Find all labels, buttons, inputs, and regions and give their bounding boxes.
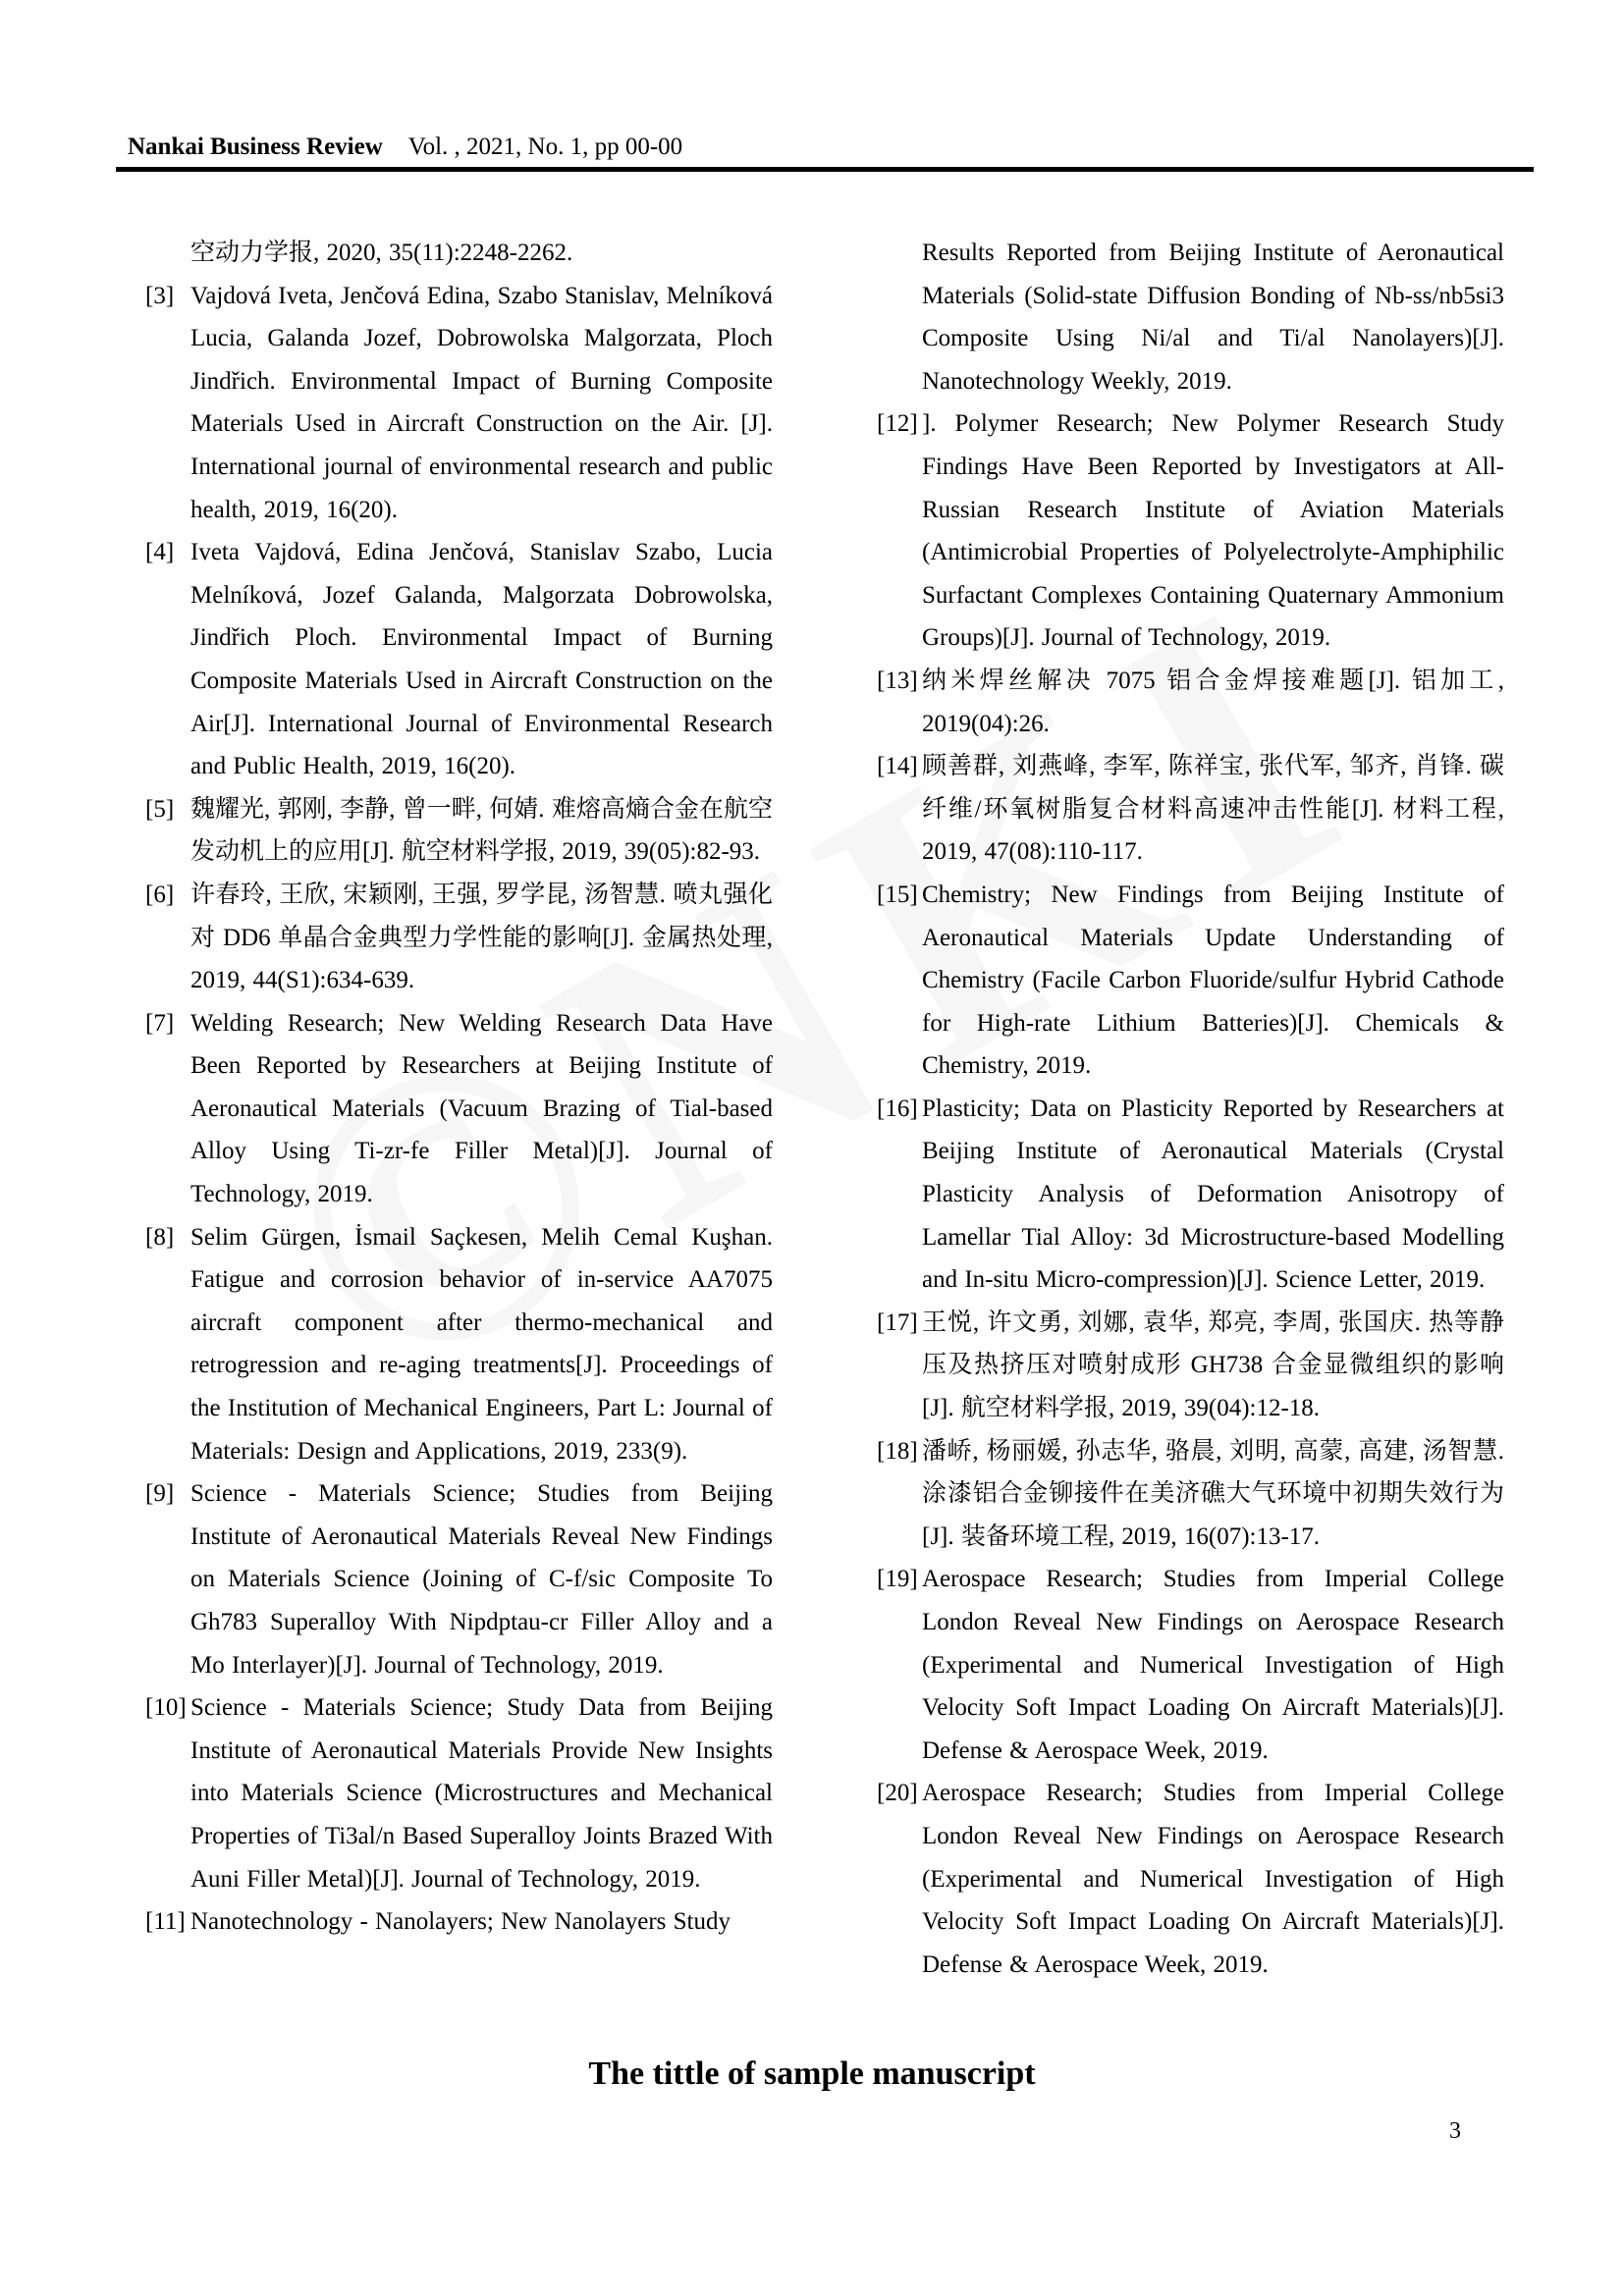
reference-item (877, 660, 1504, 745)
page-number: 3 (1449, 2118, 1461, 2144)
reference-number: [15] (877, 881, 918, 908)
reference-item (877, 745, 1504, 874)
reference-item (877, 1430, 1504, 1559)
references-section (145, 232, 1504, 1986)
reference-text: Vajdová Iveta, Jenčová Edina, Szabo Stanislav, Melníková Lucia, Galanda Jozef, Dobrowolska Malgorzata, Ploch Jindřich. Environmental Impact of Burning Composite Materials Used in Aircraft Construction on the Air. [J]. International journal of environmental research and public health, 2019, 16(20). (190, 282, 773, 523)
reference-number: [9] (145, 1480, 175, 1508)
reference-number: [11] (145, 1908, 186, 1936)
reference-item (877, 232, 1504, 402)
reference-item (877, 1088, 1504, 1302)
page-header (128, 133, 682, 161)
reference-text: Science - Materials Science; Study Data from Beijing Institute of Aeronautical Materials Provide New Insights into Materials Science (Microstructures and Mechanical Properties of Ti3al/n Based Superalloy Joints Brazed With Auni Filler Metal)[J]. Journal of Technology, 2019. (190, 1694, 773, 1893)
reference-item (877, 874, 1504, 1088)
reference-number: [10] (145, 1694, 187, 1722)
reference-text: Aerospace Research; Studies from Imperial College London Reveal New Findings on Aerospace Research (Experimental and Numerical Investigation of High Velocity Soft Impact Loading On Aircraft Materials)[J]. Defense & Aerospace Week, 2019. (922, 1566, 1504, 1764)
reference-text: Science - Materials Science; Studies from Beijing Institute of Aeronautical Materials Reveal New Findings on Materials Science (Joining of C-f/sic Composite To Gh783 Superalloy With Nipdptau-cr Filler Alloy and a Mo Interlayer)[J]. Journal of Technology, 2019. (190, 1480, 773, 1679)
reference-number: [18] (877, 1437, 918, 1465)
issue-info: Vol. , 2021, No. 1, pp 00-00 (407, 133, 683, 160)
reference-number: [6] (145, 881, 175, 908)
reference-text: 王悦, 许文勇, 刘娜, 袁华, 郑亮, 李周, 张国庆. 热等静压及热挤压对喷射成形 GH738 合金显微组织的影响[J]. 航空材料学报, 2019, 39(04):12-18. (922, 1308, 1504, 1422)
reference-number: [7] (145, 1009, 175, 1037)
reference-number: [20] (877, 1780, 918, 1807)
references-column-right (877, 232, 1504, 1986)
reference-text: Chemistry; New Findings from Beijing Institute of Aeronautical Materials Update Understanding of Chemistry (Facile Carbon Fluoride/sulfur Hybrid Cathode for High-rate Lithium Batteries)[J]. Chemicals & Chemistry, 2019. (922, 881, 1504, 1080)
reference-item (145, 1216, 773, 1473)
journal-name: Nankai Business Review (128, 133, 383, 160)
header-rule (116, 167, 1534, 172)
reference-number: [17] (877, 1308, 918, 1336)
reference-text: Selim Gürgen, İsmail Saçkesen, Melih Cemal Kuşhan. Fatigue and corrosion behavior of in-service AA7075 aircraft component after thermo-mechanical and retrogression and re-aging treatments[J]. Proceedings of the Institution of Mechanical Engineers, Part L: Journal of Materials: Design and Applications, 2019, 233(9). (190, 1223, 773, 1465)
reference-item (877, 402, 1504, 660)
reference-number: [5] (145, 795, 175, 823)
reference-text: 纳米焊丝解决 7075 铝合金焊接难题[J]. 铝加工, 2019(04):26. (922, 667, 1504, 737)
reference-text: 许春玲, 王欣, 宋颖刚, 王强, 罗学昆, 汤智慧. 喷丸强化对 DD6 单晶合金典型力学性能的影响[J]. 金属热处理, 2019, 44(S1):634-639. (190, 881, 773, 994)
reference-number: [4] (145, 539, 175, 566)
manuscript-title: The tittle of sample manuscript (588, 2056, 1036, 2092)
reference-item (145, 531, 773, 788)
reference-text: Iveta Vajdová, Edina Jenčová, Stanislav Szabo, Lucia Melníková, Jozef Galanda, Malgorzata Dobrowolska, Jindřich Ploch. Environmental Impact of Burning Composite Materials Used in Aircraft Construction on the Air[J]. International Journal of Environmental Research and Public Health, 2019, 16(20). (190, 539, 773, 780)
reference-text: Nanotechnology - Nanolayers; New Nanolayers Study (190, 1908, 731, 1936)
reference-item (877, 1558, 1504, 1772)
reference-number: [19] (877, 1566, 918, 1593)
reference-item (877, 1772, 1504, 1986)
reference-number: [16] (877, 1095, 918, 1122)
reference-text: Results Reported from Beijing Institute of Aeronautical Materials (Solid-state Diffusion Bonding of Nb-ss/nb5si3 Composite Using Ni/al and Ti/al Nanolayers)[J]. Nanotechnology Weekly, 2019. (922, 240, 1504, 395)
reference-item (145, 1686, 773, 1900)
reference-item (877, 1302, 1504, 1430)
reference-text: 潘峤, 杨丽媛, 孙志华, 骆晨, 刘明, 高蒙, 高建, 汤智慧. 涂漆铝合金铆接件在美济礁大气环境中初期失效行为[J]. 装备环境工程, 2019, 16(07):13-17. (922, 1437, 1504, 1550)
reference-item (145, 1472, 773, 1686)
reference-item (145, 1900, 773, 1944)
reference-item (145, 874, 773, 1002)
reference-text: Welding Research; New Welding Research Data Have Been Reported by Researchers at Beijing Institute of Aeronautical Materials (Vacuum Brazing of Tial-based Alloy Using Ti-zr-fe Filler Metal)[J]. Journal of Technology, 2019. (190, 1009, 773, 1208)
reference-number: [3] (145, 282, 175, 309)
reference-number: [12] (877, 410, 918, 438)
reference-number: [14] (877, 753, 918, 780)
reference-text: 魏耀光, 郭刚, 李静, 曾一畔, 何婧. 难熔高熵合金在航空发动机上的应用[J]. 航空材料学报, 2019, 39(05):82-93. (190, 795, 773, 866)
references-column-left (145, 232, 773, 1986)
reference-item (145, 275, 773, 532)
reference-text: 空动力学报, 2020, 35(11):2248-2262. (190, 240, 573, 266)
reference-item (145, 788, 773, 874)
reference-item (145, 1002, 773, 1216)
reference-text: ]. Polymer Research; New Polymer Research Study Findings Have Been Reported by Investigators at All-Russian Research Institute of Aviation Materials (Antimicrobial Properties of Polyelectrolyte-Amphiphilic Surfactant Complexes Containing Quaternary Ammonium Groups)[J]. Journal of Technology, 2019. (922, 410, 1504, 652)
reference-text: 顾善群, 刘燕峰, 李军, 陈祥宝, 张代军, 邹齐, 肖锋. 碳纤维/环氧树脂复合材料高速冲击性能[J]. 材料工程, 2019, 47(08):110-117. (922, 753, 1504, 866)
reference-text: Plasticity; Data on Plasticity Reported by Researchers at Beijing Institute of Aeronautical Materials (Crystal Plasticity Analysis of Deformation Anisotropy of Lamellar Tial Alloy: 3d Microstructure-based Modelling and In-situ Micro-compression)[J]. Science Letter, 2019. (922, 1095, 1504, 1294)
reference-text: Aerospace Research; Studies from Imperial College London Reveal New Findings on Aerospace Research (Experimental and Numerical Investigation of High Velocity Soft Impact Loading On Aircraft Materials)[J]. Defense & Aerospace Week, 2019. (922, 1780, 1504, 1978)
reference-number: [13] (877, 667, 918, 694)
reference-item (145, 232, 773, 275)
reference-number: [8] (145, 1223, 175, 1251)
